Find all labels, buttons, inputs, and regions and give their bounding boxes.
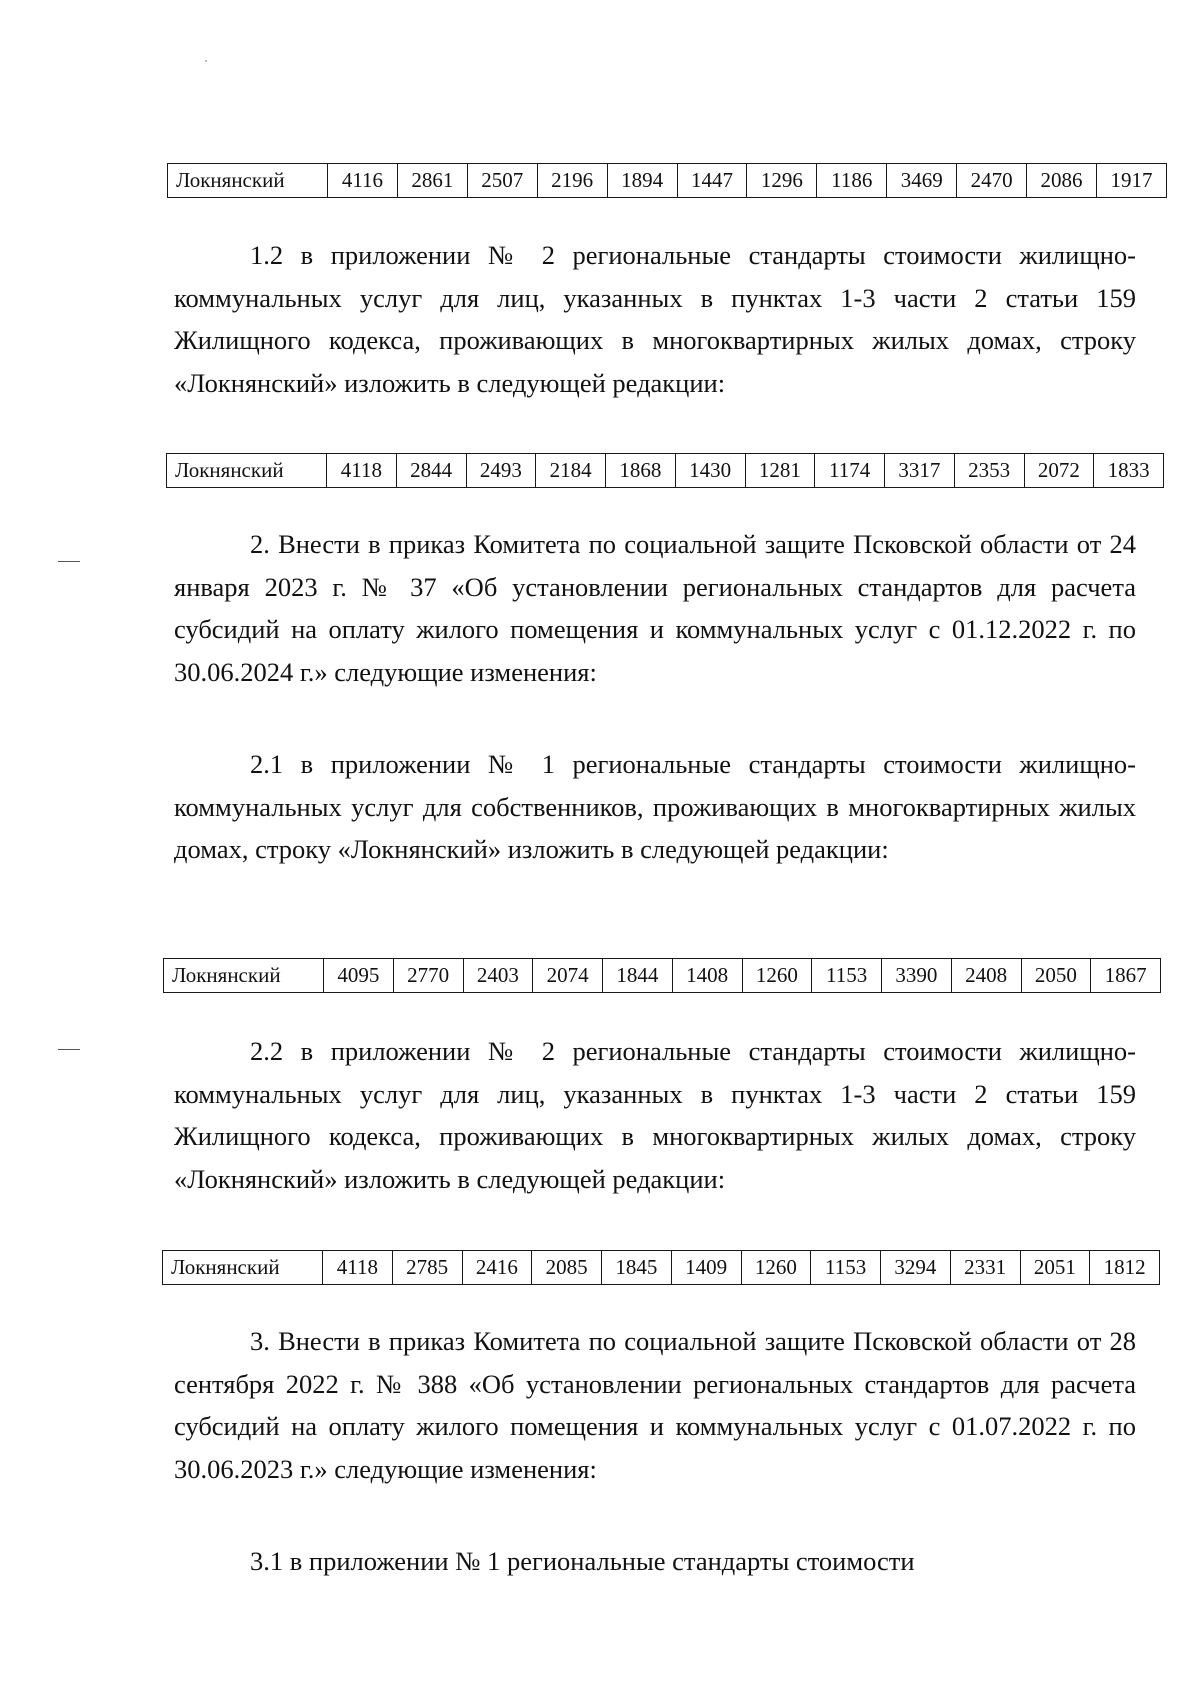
value-cell: 1296: [747, 164, 817, 198]
value-cell: 2493: [466, 454, 536, 488]
scan-margin-mark: [58, 1049, 80, 1050]
standards-table-row: [167, 163, 1167, 198]
value-cell: 1281: [745, 454, 815, 488]
value-cell: 1260: [741, 1251, 811, 1285]
value-cell: 2196: [537, 164, 607, 198]
value-cell: 4118: [327, 454, 397, 488]
scan-speck: [205, 60, 207, 62]
value-cell: 1812: [1090, 1251, 1160, 1285]
paragraph-3: 3. Внести в приказ Комитета по социальной защите Псковской области от 28 сентября 2022 г. № 388 «Об установлении региональных стандартов для расчета субсидий на оплату жилого помещения и коммунальных услуг с 01.07.2022 г. по 30.06.2023 г.» следующие изменения:: [174, 1326, 1136, 1484]
value-cell: 2844: [396, 454, 466, 488]
value-cell: 1430: [675, 454, 745, 488]
district-name-cell: Локнянский: [164, 959, 324, 993]
value-cell: 1845: [602, 1251, 672, 1285]
table-row: [163, 1251, 1160, 1285]
value-cell: 2085: [532, 1251, 602, 1285]
value-cell: 3390: [882, 959, 952, 993]
value-cell: 2785: [392, 1251, 462, 1285]
paragraph-2-1: 2.1 в приложении № 1 региональные стандарты стоимости жилищно-коммунальных услуг для собственников, проживающих в многоквартирных жилых домах, строку «Локнянский» изложить в следующей редакции:: [174, 749, 1136, 864]
standards-table-row: [166, 453, 1164, 488]
value-cell: 2331: [950, 1251, 1020, 1285]
value-cell: 2086: [1027, 164, 1097, 198]
district-name-cell: Локнянский: [168, 164, 328, 198]
value-cell: 2051: [1020, 1251, 1090, 1285]
value-cell: 3317: [885, 454, 955, 488]
value-cell: 2770: [393, 959, 463, 993]
table-row: [167, 454, 1164, 488]
value-cell: 1409: [671, 1251, 741, 1285]
paragraph-2-2: 2.2 в приложении № 2 региональные стандарты стоимости жилищно-коммунальных услуг для лиц, указанных в пунктах 1-3 части 2 статьи 159 Жилищного кодекса, проживающих в многоквартирных жилых домах, строку «Локнянский» изложить в следующей редакции:: [174, 1036, 1136, 1194]
value-cell: 2074: [533, 959, 603, 993]
value-cell: 1868: [606, 454, 676, 488]
paragraph-2: 2. Внести в приказ Комитета по социальной защите Псковской области от 24 января 2023 г. № 37 «Об установлении региональных стандартов для расчета субсидий на оплату жилого помещения и коммунальных услуг с 01.12.2022 г. по 30.06.2024 г.» следующие изменения:: [174, 529, 1136, 687]
value-cell: 2403: [463, 959, 533, 993]
value-cell: 1153: [812, 959, 882, 993]
value-cell: 4095: [324, 959, 394, 993]
value-cell: 2416: [462, 1251, 532, 1285]
district-name-cell: Локнянский: [167, 454, 327, 488]
paragraph-3-1: 3.1 в приложении № 1 региональные стандарты стоимости: [250, 1546, 915, 1576]
value-cell: 2470: [957, 164, 1027, 198]
value-cell: 2507: [467, 164, 537, 198]
value-cell: 1408: [672, 959, 742, 993]
table-row: [164, 959, 1161, 993]
paragraph-1-2: 1.2 в приложении № 2 региональные стандарты стоимости жилищно-коммунальных услуг для лиц, указанных в пунктах 1-3 части 2 статьи 159 Жилищного кодекса, проживающих в многоквартирных жилых домах, строку «Локнянский» изложить в следующей редакции:: [174, 240, 1136, 398]
value-cell: 1260: [742, 959, 812, 993]
value-cell: 2072: [1024, 454, 1094, 488]
table-row: [168, 164, 1167, 198]
value-cell: 1917: [1096, 164, 1166, 198]
value-cell: 2353: [954, 454, 1024, 488]
standards-table-row: [162, 1250, 1160, 1285]
standards-table-row: [163, 958, 1161, 993]
value-cell: 2050: [1021, 959, 1091, 993]
value-cell: 1867: [1091, 959, 1161, 993]
value-cell: 1844: [603, 959, 673, 993]
value-cell: 1894: [607, 164, 677, 198]
value-cell: 1153: [811, 1251, 881, 1285]
value-cell: 3469: [887, 164, 957, 198]
value-cell: 4118: [323, 1251, 393, 1285]
value-cell: 2184: [536, 454, 606, 488]
value-cell: 1447: [677, 164, 747, 198]
value-cell: 1186: [817, 164, 887, 198]
value-cell: 2861: [397, 164, 467, 198]
value-cell: 3294: [881, 1251, 951, 1285]
value-cell: 4116: [328, 164, 398, 198]
value-cell: 2408: [951, 959, 1021, 993]
scan-margin-mark: [58, 561, 80, 562]
value-cell: 1833: [1094, 454, 1164, 488]
value-cell: 1174: [815, 454, 885, 488]
district-name-cell: Локнянский: [163, 1251, 323, 1285]
